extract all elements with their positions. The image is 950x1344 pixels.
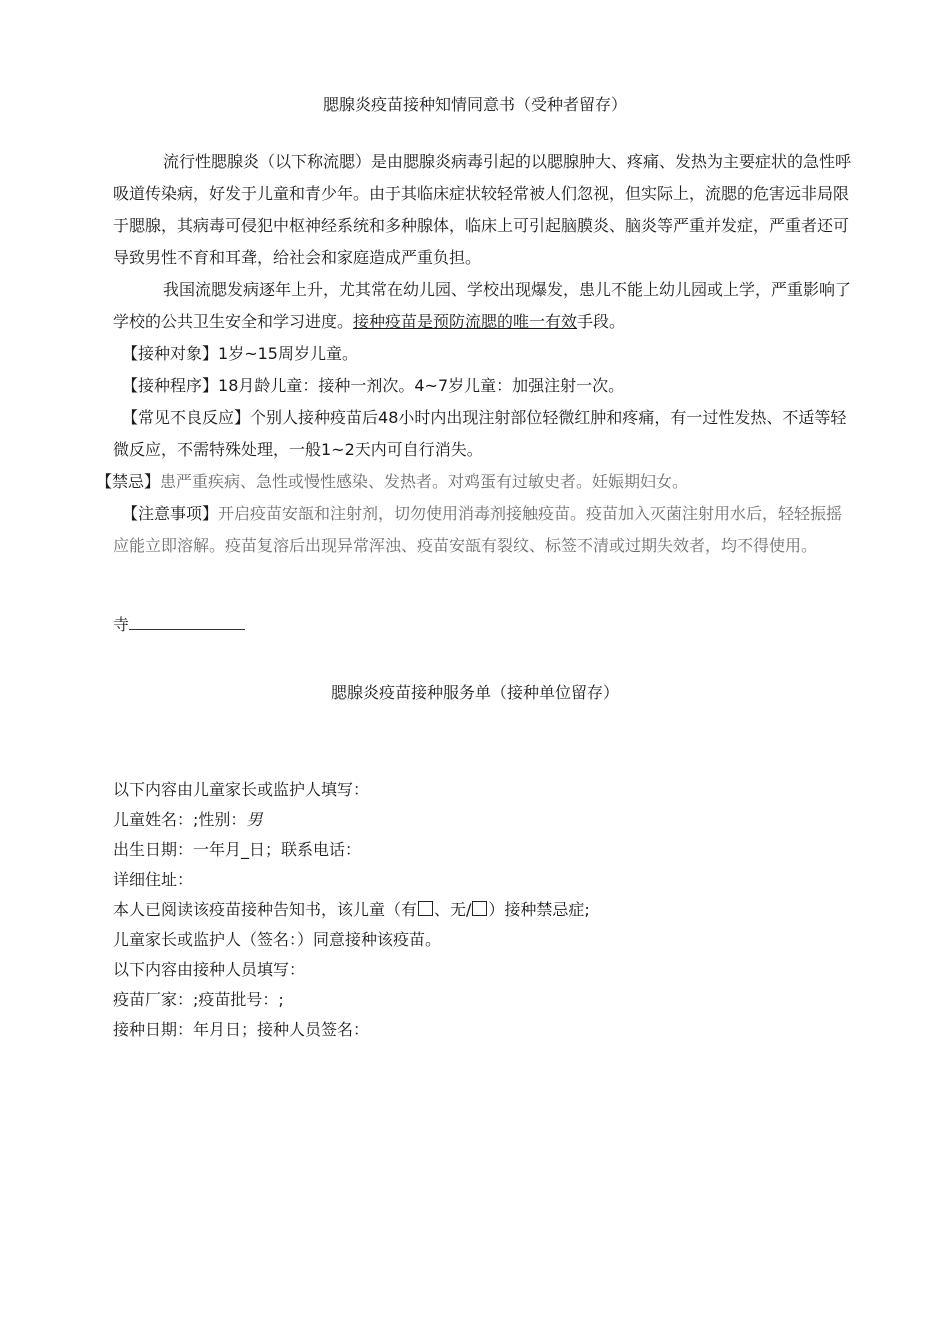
vaccination-date-field: 接种日期：年月日；接种人员签名： xyxy=(113,1020,370,1039)
reaction-paragraph xyxy=(113,402,858,466)
contraindication-label: 【禁忌】 xyxy=(96,472,161,491)
signature-line xyxy=(113,612,245,635)
contraindication-line xyxy=(96,466,688,498)
signature-label: 寺 xyxy=(113,615,130,634)
notes-text: 开启疫苗安瓿和注射剂，切勿使用消毒剂接触疫苗。疫苗加入灭菌注射用水后，轻轻振摇应能立即溶解。疫苗复溶后出现异常浑浊、疫苗安瓿有裂纹、标签不清或过期失效者，均不得使用。 xyxy=(113,504,843,555)
child-name-gender-field xyxy=(113,805,262,835)
child-name-gender-label: 儿童姓名：;性别： xyxy=(113,810,247,829)
has-contraindication-checkbox[interactable] xyxy=(418,901,433,916)
parent-section-header: 以下内容由儿童家长或监护人填写： xyxy=(113,780,370,799)
target-line xyxy=(122,338,358,370)
address-field: 详细住址： xyxy=(113,870,194,889)
read-statement-mid: 、无/ xyxy=(434,900,472,919)
vaccine-only-method-text: 接种疫苗是预防流腮的唯一有效 xyxy=(353,312,578,331)
epidemic-paragraph xyxy=(113,274,853,338)
procedure-text: 18月龄儿童：接种一剂次。4~7岁儿童：加强注射一次。 xyxy=(218,376,625,395)
signature-blank[interactable] xyxy=(129,615,245,630)
gender-value: 男 xyxy=(246,810,263,829)
vaccine-info-field: 疫苗厂家：;疫苗批号：; xyxy=(113,990,284,1009)
target-text: 1岁~15周岁儿童。 xyxy=(218,344,358,363)
read-statement xyxy=(113,895,590,925)
epidemic-text-end: 手段。 xyxy=(577,312,626,331)
read-statement-end: ）接种禁忌症; xyxy=(488,900,590,919)
reaction-text: 个别人接种疫苗后48小时内出现注射部位轻微红肿和疼痛，有一过性发热、不适等轻微反应，不需特殊处理，一般1~2天内可自行消失。 xyxy=(113,408,847,459)
contraindication-text: 患严重疾病、急性或慢性感染、发热者。对鸡蛋有过敏史者。妊娠期妇女。 xyxy=(160,472,689,491)
service-title: 腮腺炎疫苗接种服务单（接种单位留存） xyxy=(330,683,619,702)
notes-label: 【注意事项】 xyxy=(122,504,219,523)
reaction-label: 【常见不良反应】 xyxy=(122,408,251,427)
guardian-agree-line: 儿童家长或监护人（签名：）同意接种该疫苗。 xyxy=(113,930,442,949)
procedure-line xyxy=(122,370,624,402)
staff-section-header: 以下内容由接种人员填写： xyxy=(113,960,306,979)
read-statement-start: 本人已阅读该疫苗接种告知书，该儿童（有 xyxy=(113,900,418,919)
target-label: 【接种对象】 xyxy=(122,344,219,363)
epidemic-text: 我国流腮发病逐年上升，尤其常在幼儿园、学校出现爆发，患儿不能上幼儿园或上学，严重影响了学校的公共卫生安全和学习进度。 xyxy=(113,280,852,331)
notes-paragraph xyxy=(113,498,848,562)
birth-phone-field: 出生日期：一年月_日；联系电话： xyxy=(113,840,362,859)
consent-title: 腮腺炎疫苗接种知情同意书（受种者留存） xyxy=(322,95,627,114)
procedure-label: 【接种程序】 xyxy=(122,376,219,395)
no-contraindication-checkbox[interactable] xyxy=(472,901,487,916)
intro-paragraph: 流行性腮腺炎（以下称流腮）是由腮腺炎病毒引起的以腮腺肿大、疼痛、发热为主要症状的急性呼吸道传染病，好发于儿童和青少年。由于其临床症状较轻常被人们忽视，但实际上，流腮的危害远非局限于腮腺，其病毒可侵犯中枢神经系统和多种腺体，临床上可引起脑膜炎、脑炎等严重并发症，严重者还可导致男性不育和耳聋，给社会和家庭造成严重负担。 xyxy=(113,152,852,267)
